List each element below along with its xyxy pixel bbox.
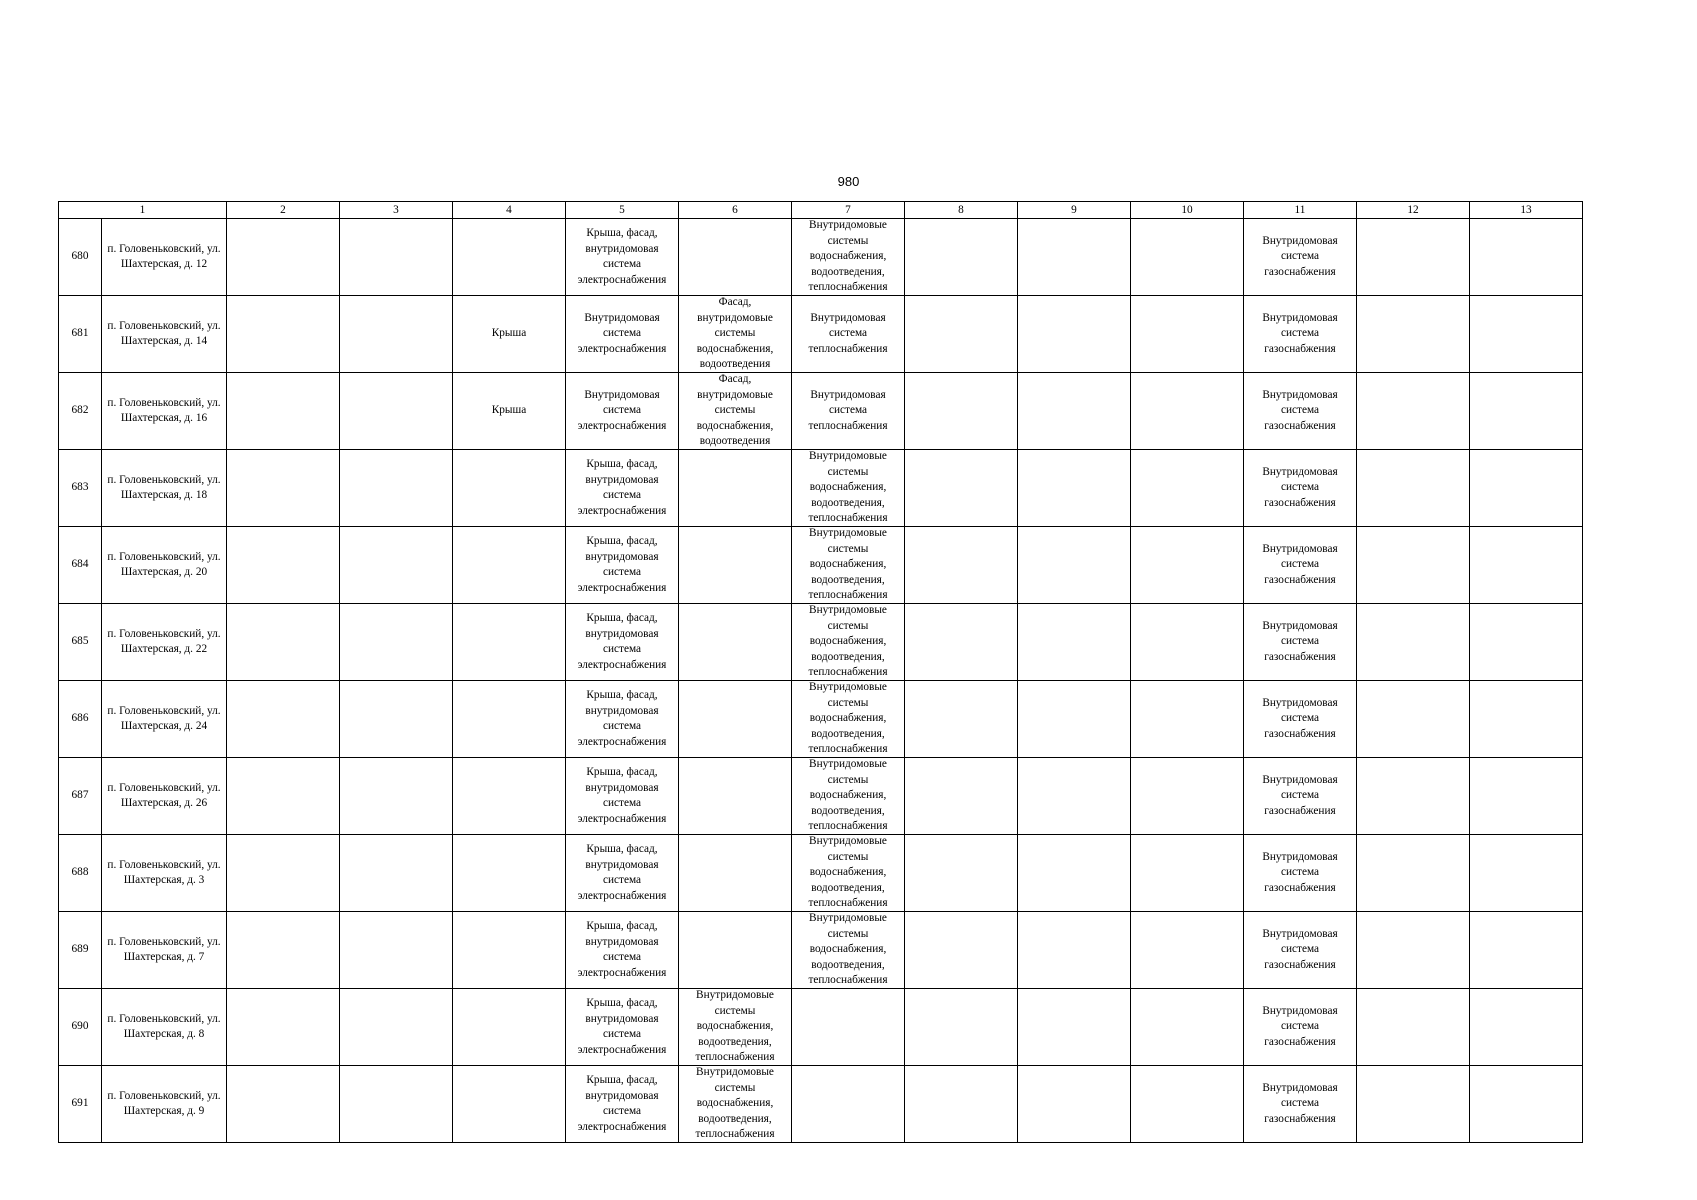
cell-col-2 bbox=[227, 373, 340, 450]
cell-col-2 bbox=[227, 758, 340, 835]
cell-col-11-text: Внутридомовая система газоснабжения bbox=[1262, 773, 1338, 817]
cell-col-4 bbox=[453, 1066, 566, 1143]
cell-col-7 bbox=[792, 527, 905, 604]
cell-col-6 bbox=[679, 1066, 792, 1143]
cell-col-6-text: Внутридомовые системы водоснабжения, водоотведения, теплоснабжения bbox=[695, 1066, 775, 1141]
cell-col-9 bbox=[1018, 681, 1131, 758]
cell-col-10 bbox=[1131, 835, 1244, 912]
address-cell bbox=[102, 219, 227, 296]
page-number: 980 bbox=[837, 174, 860, 189]
cell-col-4 bbox=[453, 681, 566, 758]
cell-col-4 bbox=[453, 989, 566, 1066]
address-cell bbox=[102, 373, 227, 450]
cell-col-9 bbox=[1018, 989, 1131, 1066]
header-cell-3: 3 bbox=[340, 202, 453, 219]
cell-col-6 bbox=[679, 373, 792, 450]
cell-col-10 bbox=[1131, 527, 1244, 604]
cell-col-7-text: Внутридомовые системы водоснабжения, водоотведения, теплоснабжения bbox=[808, 604, 888, 679]
cell-col-7 bbox=[792, 450, 905, 527]
cell-col-7 bbox=[792, 989, 905, 1066]
cell-col-12 bbox=[1357, 835, 1470, 912]
row-number-cell-text: 682 bbox=[71, 404, 89, 417]
cell-col-7 bbox=[792, 296, 905, 373]
cell-col-3 bbox=[340, 450, 453, 527]
cell-col-4-text: Крыша bbox=[491, 327, 527, 340]
cell-col-2 bbox=[227, 681, 340, 758]
cell-col-7-text: Внутридомовые системы водоснабжения, водоотведения, теплоснабжения bbox=[808, 835, 888, 910]
cell-col-2 bbox=[227, 604, 340, 681]
address-cell-text: п. Головеньковский, ул. Шахтерская, д. 26 bbox=[107, 781, 221, 809]
table-row bbox=[59, 681, 1583, 758]
cell-col-8 bbox=[905, 989, 1018, 1066]
cell-col-2 bbox=[227, 912, 340, 989]
cell-col-3 bbox=[340, 1066, 453, 1143]
table-row bbox=[59, 604, 1583, 681]
cell-col-5-text: Крыша, фасад, внутридомовая система электроснабжения bbox=[577, 766, 667, 825]
table-header bbox=[59, 202, 1583, 219]
cell-col-6 bbox=[679, 527, 792, 604]
cell-col-2 bbox=[227, 835, 340, 912]
cell-col-11-text: Внутридомовая система газоснабжения bbox=[1262, 1081, 1338, 1125]
cell-col-3 bbox=[340, 373, 453, 450]
cell-col-7-text: Внутридомовая система теплоснабжения bbox=[808, 388, 888, 432]
cell-col-2 bbox=[227, 1066, 340, 1143]
cell-col-8 bbox=[905, 1066, 1018, 1143]
row-number-cell-text: 680 bbox=[71, 250, 89, 263]
cell-col-4 bbox=[453, 604, 566, 681]
address-cell bbox=[102, 604, 227, 681]
header-cell-8: 8 bbox=[905, 202, 1018, 219]
address-cell bbox=[102, 681, 227, 758]
row-number-cell-text: 687 bbox=[71, 789, 89, 802]
table-row bbox=[59, 219, 1583, 296]
header-cell-9: 9 bbox=[1018, 202, 1131, 219]
cell-col-13 bbox=[1470, 373, 1583, 450]
cell-col-5 bbox=[566, 219, 679, 296]
cell-col-9 bbox=[1018, 373, 1131, 450]
header-cell-13: 13 bbox=[1470, 202, 1583, 219]
table-row bbox=[59, 989, 1583, 1066]
cell-col-11 bbox=[1244, 219, 1357, 296]
row-number-cell bbox=[59, 373, 102, 450]
cell-col-6 bbox=[679, 450, 792, 527]
table-row bbox=[59, 835, 1583, 912]
cell-col-4 bbox=[453, 835, 566, 912]
cell-col-8 bbox=[905, 758, 1018, 835]
table-row bbox=[59, 758, 1583, 835]
cell-col-10 bbox=[1131, 219, 1244, 296]
row-number-cell-text: 690 bbox=[71, 1020, 89, 1033]
cell-col-11-text: Внутридомовая система газоснабжения bbox=[1262, 234, 1338, 278]
row-number-cell bbox=[59, 604, 102, 681]
cell-col-11-text: Внутридомовая система газоснабжения bbox=[1262, 850, 1338, 894]
cell-col-11-text: Внутридомовая система газоснабжения bbox=[1262, 311, 1338, 355]
header-cell-5: 5 bbox=[566, 202, 679, 219]
cell-col-8 bbox=[905, 296, 1018, 373]
cell-col-5-text: Крыша, фасад, внутридомовая система электроснабжения bbox=[577, 997, 667, 1056]
cell-col-7 bbox=[792, 912, 905, 989]
cell-col-4 bbox=[453, 527, 566, 604]
cell-col-7-text: Внутридомовая система теплоснабжения bbox=[808, 311, 888, 355]
cell-col-12 bbox=[1357, 527, 1470, 604]
row-number-cell-text: 681 bbox=[71, 327, 89, 340]
cell-col-5-text: Крыша, фасад, внутридомовая система электроснабжения bbox=[577, 458, 667, 517]
table-row bbox=[59, 527, 1583, 604]
cell-col-2 bbox=[227, 219, 340, 296]
cell-col-6 bbox=[679, 604, 792, 681]
cell-col-7 bbox=[792, 219, 905, 296]
cell-col-5 bbox=[566, 835, 679, 912]
cell-col-11 bbox=[1244, 296, 1357, 373]
address-cell bbox=[102, 835, 227, 912]
address-cell bbox=[102, 989, 227, 1066]
row-number-cell-text: 689 bbox=[71, 943, 89, 956]
cell-col-13 bbox=[1470, 219, 1583, 296]
cell-col-4 bbox=[453, 450, 566, 527]
cell-col-8 bbox=[905, 373, 1018, 450]
row-number-cell bbox=[59, 296, 102, 373]
row-number-cell-text: 688 bbox=[71, 866, 89, 879]
cell-col-11 bbox=[1244, 1066, 1357, 1143]
cell-col-6 bbox=[679, 912, 792, 989]
row-number-cell bbox=[59, 835, 102, 912]
row-number-cell-text: 684 bbox=[71, 558, 89, 571]
cell-col-4 bbox=[453, 373, 566, 450]
cell-col-5-text: Крыша, фасад, внутридомовая система электроснабжения bbox=[577, 1074, 667, 1133]
cell-col-13 bbox=[1470, 681, 1583, 758]
address-cell-text: п. Головеньковский, ул. Шахтерская, д. 7 bbox=[107, 935, 221, 963]
address-cell-text: п. Головеньковский, ул. Шахтерская, д. 20 bbox=[107, 550, 221, 578]
header-cell-7: 7 bbox=[792, 202, 905, 219]
cell-col-11 bbox=[1244, 681, 1357, 758]
cell-col-4 bbox=[453, 296, 566, 373]
cell-col-9 bbox=[1018, 296, 1131, 373]
address-cell-text: п. Головеньковский, ул. Шахтерская, д. 16 bbox=[107, 396, 221, 424]
cell-col-13 bbox=[1470, 604, 1583, 681]
cell-col-3 bbox=[340, 296, 453, 373]
cell-col-5 bbox=[566, 604, 679, 681]
cell-col-12 bbox=[1357, 681, 1470, 758]
cell-col-13 bbox=[1470, 989, 1583, 1066]
header-cell-6: 6 bbox=[679, 202, 792, 219]
cell-col-11-text: Внутридомовая система газоснабжения bbox=[1262, 927, 1338, 971]
address-cell-text: п. Головеньковский, ул. Шахтерская, д. 12 bbox=[107, 242, 221, 270]
cell-col-7 bbox=[792, 681, 905, 758]
cell-col-7-text: Внутридомовые системы водоснабжения, водоотведения, теплоснабжения bbox=[808, 758, 888, 833]
cell-col-13 bbox=[1470, 450, 1583, 527]
cell-col-8 bbox=[905, 604, 1018, 681]
cell-col-6 bbox=[679, 219, 792, 296]
cell-col-6-text: Фасад, внутридомовые системы водоснабжения, водоотведения bbox=[696, 296, 774, 371]
cell-col-10 bbox=[1131, 604, 1244, 681]
cell-col-7-text: Внутридомовые системы водоснабжения, водоотведения, теплоснабжения bbox=[808, 681, 888, 756]
cell-col-7 bbox=[792, 758, 905, 835]
address-cell bbox=[102, 450, 227, 527]
cell-col-11-text: Внутридомовая система газоснабжения bbox=[1262, 1004, 1338, 1048]
cell-col-5 bbox=[566, 758, 679, 835]
cell-col-4 bbox=[453, 912, 566, 989]
cell-col-8 bbox=[905, 835, 1018, 912]
row-number-cell bbox=[59, 989, 102, 1066]
cell-col-4 bbox=[453, 219, 566, 296]
cell-col-12 bbox=[1357, 758, 1470, 835]
row-number-cell bbox=[59, 681, 102, 758]
cell-col-11-text: Внутридомовая система газоснабжения bbox=[1262, 696, 1338, 740]
data-table bbox=[58, 201, 1583, 1143]
cell-col-7 bbox=[792, 604, 905, 681]
cell-col-7 bbox=[792, 835, 905, 912]
address-cell-text: п. Головеньковский, ул. Шахтерская, д. 8 bbox=[107, 1012, 221, 1040]
cell-col-10 bbox=[1131, 989, 1244, 1066]
cell-col-5-text: Крыша, фасад, внутридомовая система электроснабжения bbox=[577, 612, 667, 671]
address-cell-text: п. Головеньковский, ул. Шахтерская, д. 3 bbox=[107, 858, 221, 886]
cell-col-7-text: Внутридомовые системы водоснабжения, водоотведения, теплоснабжения bbox=[808, 912, 888, 987]
cell-col-8 bbox=[905, 527, 1018, 604]
header-cell-2: 2 bbox=[227, 202, 340, 219]
cell-col-11 bbox=[1244, 450, 1357, 527]
row-number-cell-text: 691 bbox=[71, 1097, 89, 1110]
cell-col-5-text: Крыша, фасад, внутридомовая система электроснабжения bbox=[577, 920, 667, 979]
address-cell bbox=[102, 527, 227, 604]
cell-col-10 bbox=[1131, 450, 1244, 527]
cell-col-11 bbox=[1244, 758, 1357, 835]
table-row bbox=[59, 1066, 1583, 1143]
cell-col-9 bbox=[1018, 758, 1131, 835]
cell-col-12 bbox=[1357, 989, 1470, 1066]
header-cell-12: 12 bbox=[1357, 202, 1470, 219]
cell-col-6-text: Внутридомовые системы водоснабжения, водоотведения, теплоснабжения bbox=[695, 989, 775, 1064]
cell-col-6-text: Фасад, внутридомовые системы водоснабжения, водоотведения bbox=[696, 373, 774, 448]
cell-col-11-text: Внутридомовая система газоснабжения bbox=[1262, 388, 1338, 432]
cell-col-13 bbox=[1470, 296, 1583, 373]
cell-col-13 bbox=[1470, 912, 1583, 989]
cell-col-11-text: Внутридомовая система газоснабжения bbox=[1262, 619, 1338, 663]
cell-col-11 bbox=[1244, 912, 1357, 989]
address-cell bbox=[102, 296, 227, 373]
address-cell-text: п. Головеньковский, ул. Шахтерская, д. 14 bbox=[107, 319, 221, 347]
cell-col-5 bbox=[566, 1066, 679, 1143]
cell-col-2 bbox=[227, 450, 340, 527]
cell-col-13 bbox=[1470, 1066, 1583, 1143]
cell-col-2 bbox=[227, 989, 340, 1066]
address-cell-text: п. Головеньковский, ул. Шахтерская, д. 9 bbox=[107, 1089, 221, 1117]
header-cell-11: 11 bbox=[1244, 202, 1357, 219]
cell-col-11 bbox=[1244, 527, 1357, 604]
cell-col-5-text: Внутридомовая система электроснабжения bbox=[577, 311, 667, 355]
cell-col-13 bbox=[1470, 527, 1583, 604]
cell-col-7 bbox=[792, 373, 905, 450]
cell-col-5-text: Крыша, фасад, внутридомовая система электроснабжения bbox=[577, 843, 667, 902]
cell-col-5-text: Крыша, фасад, внутридомовая система электроснабжения bbox=[577, 535, 667, 594]
cell-col-6 bbox=[679, 758, 792, 835]
table-row bbox=[59, 373, 1583, 450]
cell-col-5 bbox=[566, 450, 679, 527]
cell-col-5 bbox=[566, 373, 679, 450]
cell-col-10 bbox=[1131, 373, 1244, 450]
cell-col-6 bbox=[679, 835, 792, 912]
cell-col-3 bbox=[340, 835, 453, 912]
row-number-cell bbox=[59, 758, 102, 835]
cell-col-8 bbox=[905, 912, 1018, 989]
cell-col-3 bbox=[340, 604, 453, 681]
cell-col-10 bbox=[1131, 1066, 1244, 1143]
cell-col-3 bbox=[340, 527, 453, 604]
cell-col-11 bbox=[1244, 835, 1357, 912]
cell-col-13 bbox=[1470, 758, 1583, 835]
address-cell-text: п. Головеньковский, ул. Шахтерская, д. 18 bbox=[107, 473, 221, 501]
row-number-cell-text: 686 bbox=[71, 712, 89, 725]
cell-col-9 bbox=[1018, 835, 1131, 912]
header-cell-1: 1 bbox=[59, 202, 227, 219]
cell-col-9 bbox=[1018, 912, 1131, 989]
table-row bbox=[59, 450, 1583, 527]
cell-col-11 bbox=[1244, 604, 1357, 681]
cell-col-5 bbox=[566, 989, 679, 1066]
cell-col-9 bbox=[1018, 527, 1131, 604]
header-cell-4: 4 bbox=[453, 202, 566, 219]
cell-col-7-text: Внутридомовые системы водоснабжения, водоотведения, теплоснабжения bbox=[808, 527, 888, 602]
cell-col-3 bbox=[340, 758, 453, 835]
cell-col-7 bbox=[792, 1066, 905, 1143]
cell-col-13 bbox=[1470, 835, 1583, 912]
cell-col-8 bbox=[905, 681, 1018, 758]
address-cell-text: п. Головеньковский, ул. Шахтерская, д. 22 bbox=[107, 627, 221, 655]
cell-col-5-text: Крыша, фасад, внутридомовая система электроснабжения bbox=[577, 227, 667, 286]
row-number-cell bbox=[59, 1066, 102, 1143]
cell-col-3 bbox=[340, 219, 453, 296]
cell-col-8 bbox=[905, 450, 1018, 527]
cell-col-5-text: Крыша, фасад, внутридомовая система электроснабжения bbox=[577, 689, 667, 748]
cell-col-8 bbox=[905, 219, 1018, 296]
cell-col-9 bbox=[1018, 604, 1131, 681]
cell-col-12 bbox=[1357, 373, 1470, 450]
cell-col-3 bbox=[340, 989, 453, 1066]
table-body bbox=[59, 219, 1583, 1143]
cell-col-5 bbox=[566, 527, 679, 604]
cell-col-7-text: Внутридомовые системы водоснабжения, водоотведения, теплоснабжения bbox=[808, 219, 888, 294]
cell-col-11 bbox=[1244, 989, 1357, 1066]
cell-col-11 bbox=[1244, 373, 1357, 450]
cell-col-11-text: Внутридомовая система газоснабжения bbox=[1262, 542, 1338, 586]
cell-col-12 bbox=[1357, 219, 1470, 296]
row-number-cell bbox=[59, 450, 102, 527]
address-cell bbox=[102, 758, 227, 835]
cell-col-3 bbox=[340, 912, 453, 989]
cell-col-5-text: Внутридомовая система электроснабжения bbox=[577, 388, 667, 432]
address-cell-text: п. Головеньковский, ул. Шахтерская, д. 24 bbox=[107, 704, 221, 732]
cell-col-3 bbox=[340, 681, 453, 758]
cell-col-4-text: Крыша bbox=[491, 404, 527, 417]
cell-col-4 bbox=[453, 758, 566, 835]
header-row bbox=[59, 202, 1583, 219]
cell-col-10 bbox=[1131, 758, 1244, 835]
cell-col-5 bbox=[566, 296, 679, 373]
cell-col-9 bbox=[1018, 219, 1131, 296]
cell-col-5 bbox=[566, 912, 679, 989]
cell-col-10 bbox=[1131, 912, 1244, 989]
cell-col-12 bbox=[1357, 450, 1470, 527]
cell-col-10 bbox=[1131, 296, 1244, 373]
cell-col-6 bbox=[679, 681, 792, 758]
cell-col-7-text: Внутридомовые системы водоснабжения, водоотведения, теплоснабжения bbox=[808, 450, 888, 525]
cell-col-10 bbox=[1131, 681, 1244, 758]
cell-col-12 bbox=[1357, 912, 1470, 989]
row-number-cell-text: 683 bbox=[71, 481, 89, 494]
header-cell-10: 10 bbox=[1131, 202, 1244, 219]
row-number-cell bbox=[59, 527, 102, 604]
row-number-cell bbox=[59, 912, 102, 989]
cell-col-2 bbox=[227, 527, 340, 604]
row-number-cell-text: 685 bbox=[71, 635, 89, 648]
address-cell bbox=[102, 1066, 227, 1143]
cell-col-11-text: Внутридомовая система газоснабжения bbox=[1262, 465, 1338, 509]
cell-col-12 bbox=[1357, 604, 1470, 681]
cell-col-6 bbox=[679, 296, 792, 373]
cell-col-9 bbox=[1018, 1066, 1131, 1143]
row-number-cell bbox=[59, 219, 102, 296]
cell-col-2 bbox=[227, 296, 340, 373]
table-row bbox=[59, 912, 1583, 989]
cell-col-12 bbox=[1357, 296, 1470, 373]
cell-col-12 bbox=[1357, 1066, 1470, 1143]
cell-col-9 bbox=[1018, 450, 1131, 527]
table-row bbox=[59, 296, 1583, 373]
cell-col-5 bbox=[566, 681, 679, 758]
cell-col-6 bbox=[679, 989, 792, 1066]
address-cell bbox=[102, 912, 227, 989]
